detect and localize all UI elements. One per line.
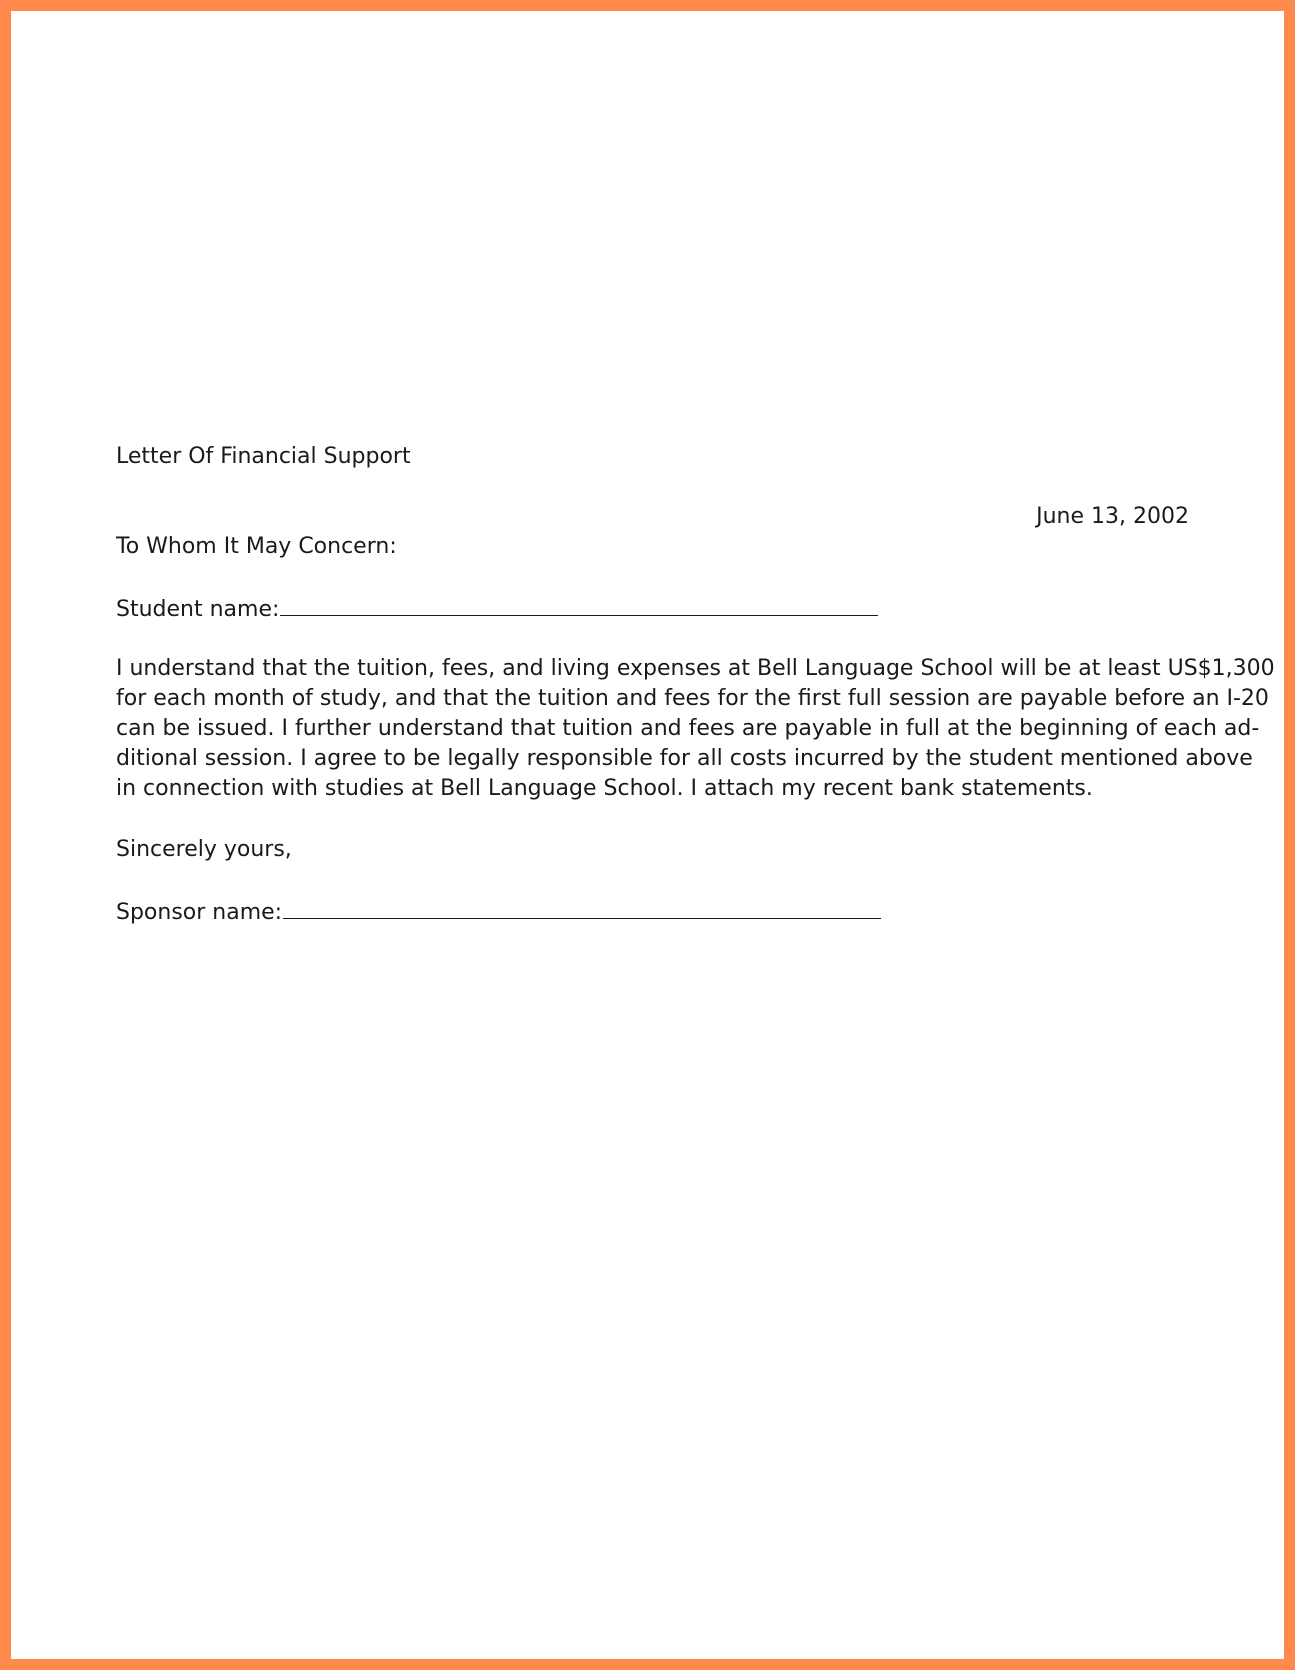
sponsor-name-blank[interactable] xyxy=(283,896,881,919)
salutation: To Whom It May Concern: xyxy=(116,534,397,559)
body-line-2: for each month of study, and that the tuition and fees for the first full session are payable before an I-20 xyxy=(116,686,1269,711)
body-line-5: in connection with studies at Bell Language School. I attach my recent bank statements. xyxy=(116,776,1093,801)
closing: Sincerely yours, xyxy=(116,837,292,862)
student-name-blank[interactable] xyxy=(280,593,878,616)
letter-date: June 13, 2002 xyxy=(1036,504,1189,529)
body-line-4: ditional session. I agree to be legally responsible for all costs incurred by the student mentioned above xyxy=(116,746,1253,771)
body-line-3: can be issued. I further understand that tuition and fees are payable in full at the beginning of each ad- xyxy=(116,716,1260,741)
body-line-1: I understand that the tuition, fees, and living expenses at Bell Language School will be at least US$1,300 xyxy=(116,656,1275,681)
student-name-line xyxy=(116,593,878,625)
letter-title: Letter Of Financial Support xyxy=(116,444,411,469)
student-name-label: Student name: xyxy=(116,597,280,622)
sponsor-name-label: Sponsor name: xyxy=(116,900,283,925)
sponsor-name-line xyxy=(116,896,881,928)
